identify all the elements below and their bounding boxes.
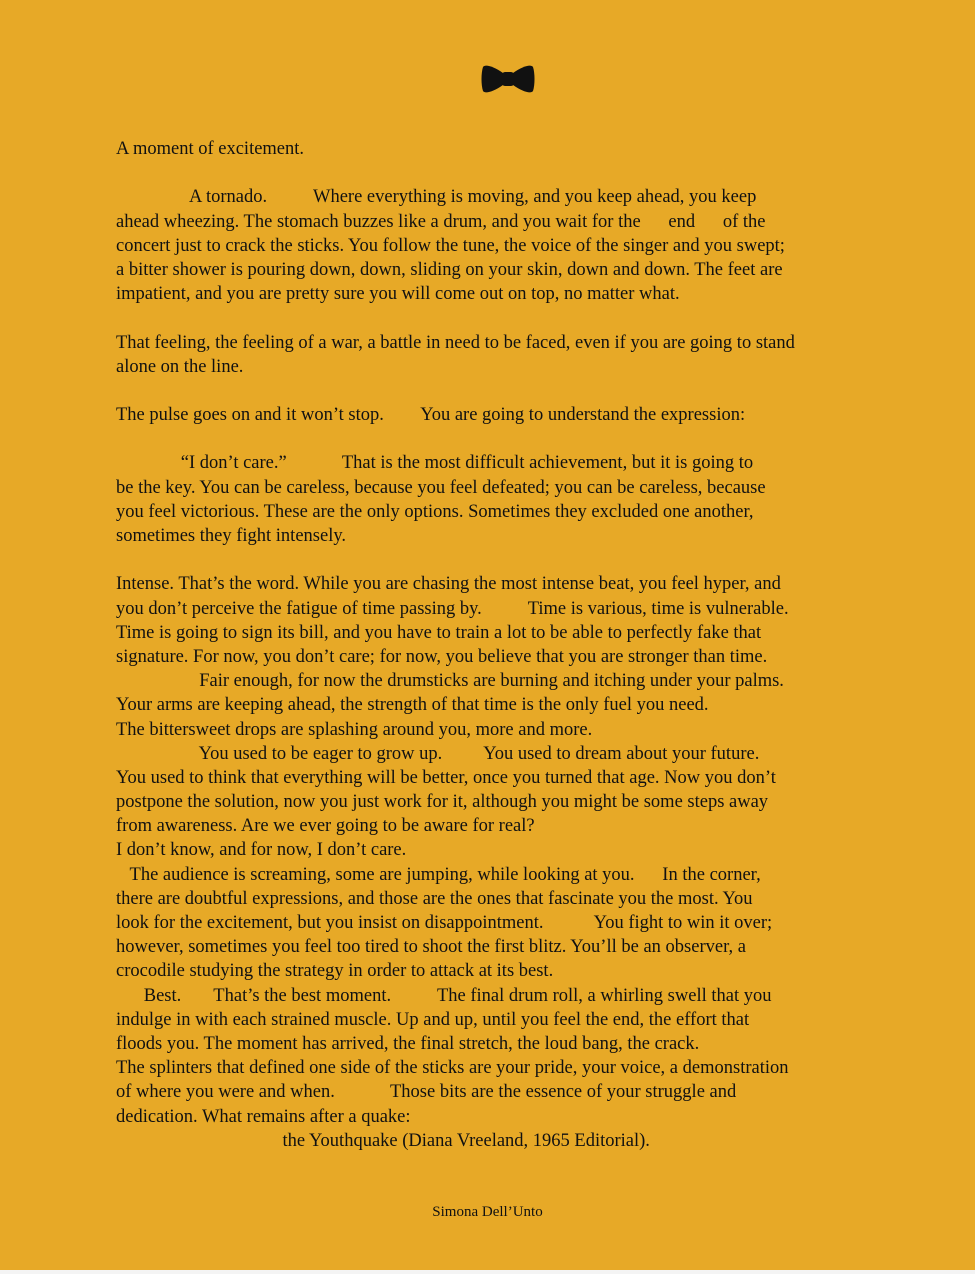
text-line: alone on the line. <box>116 356 244 377</box>
text-line: you feel victorious. These are the only options. Sometimes they excluded one another, <box>116 501 754 522</box>
article-body <box>116 137 906 1153</box>
text-line: floods you. The moment has arrived, the final stretch, the loud bang, the crack. <box>116 1033 700 1054</box>
text-line: you don’t perceive the fatigue of time passing by. Time is various, time is vulnerable. <box>116 598 789 619</box>
text-line: indulge in with each strained muscle. Up and up, until you feel the end, the effort that <box>116 1009 750 1030</box>
text-line: the Youthquake (Diana Vreeland, 1965 Editorial). <box>116 1130 650 1151</box>
text-line: concert just to crack the sticks. You follow the tune, the voice of the singer and you swept; <box>116 235 785 256</box>
text-line: Best. That’s the best moment. The final drum roll, a whirling swell that you <box>116 985 772 1006</box>
paragraph-gap <box>116 548 906 572</box>
text-line: sometimes they fight intensely. <box>116 526 347 546</box>
paragraph-gap <box>116 379 906 403</box>
paragraph-gap <box>116 161 906 185</box>
text-line: That feeling, the feeling of a war, a battle in need to be faced, even if you are going to stand <box>116 332 795 353</box>
text-line: The audience is screaming, some are jumping, while looking at you. In the corner, <box>116 864 761 885</box>
text-line: The bittersweet drops are splashing around you, more and more. <box>116 719 593 740</box>
bowtie-icon <box>481 63 535 95</box>
text-line: look for the excitement, but you insist on disappointment. You fight to win it over; <box>116 913 773 933</box>
text-line: Intense. That’s the word. While you are chasing the most intense beat, you feel hyper, and <box>116 574 781 595</box>
text-line: there are doubtful expressions, and those are the ones that fascinate you the most. You <box>116 888 753 909</box>
text-line: ahead wheezing. The stomach buzzes like a drum, and you wait for the end of the <box>116 211 766 232</box>
page-edge <box>0 1270 975 1274</box>
text-line: however, sometimes you feel too tired to shoot the first blitz. You’ll be an observer, a <box>116 937 746 958</box>
text-line: Fair enough, for now the drumsticks are burning and itching under your palms. <box>116 671 784 692</box>
text-line: A tornado. Where everything is moving, and you keep ahead, you keep <box>116 187 757 208</box>
text-line: of where you were and when. Those bits are the essence of your struggle and <box>116 1082 737 1103</box>
author-signature: Simona Dell’Unto <box>432 1204 543 1220</box>
paragraph-gap <box>116 306 906 330</box>
text-line: a bitter shower is pouring down, down, sliding on your skin, down and down. The feet are <box>116 259 783 280</box>
text-line: You used to think that everything will be better, once you turned that age. Now you don’t <box>116 767 776 788</box>
text-line: The pulse goes on and it won’t stop. You are going to understand the expression: <box>116 405 746 426</box>
text-line: dedication. What remains after a quake: <box>116 1106 411 1127</box>
text-line: You used to be eager to grow up. You used to dream about your future. <box>116 743 760 764</box>
text-line: impatient, and you are pretty sure you will come out on top, no matter what. <box>116 284 680 305</box>
text-line: “I don’t care.” That is the most difficult achievement, but it is going to <box>116 453 754 474</box>
text-line: Time is going to sign its bill, and you have to train a lot to be able to perfectly fake that <box>116 622 762 643</box>
text-line: I don’t know, and for now, I don’t care. <box>116 840 407 861</box>
text-line: Your arms are keeping ahead, the strength of that time is the only fuel you need. <box>116 695 709 716</box>
text-line: from awareness. Are we ever going to be aware for real? <box>116 816 535 837</box>
text-line: be the key. You can be careless, because you feel defeated; you can be careless, because <box>116 477 766 498</box>
text-line: signature. For now, you don’t care; for now, you believe that you are stronger than time. <box>116 646 768 667</box>
text-line: The splinters that defined one side of the sticks are your pride, your voice, a demonstration <box>116 1058 789 1079</box>
text-line: crocodile studying the strategy in order to attack at its best. <box>116 961 554 982</box>
text-line: postpone the solution, now you just work for it, although you might be some steps away <box>116 792 769 813</box>
text-line: A moment of excitement. <box>116 139 305 159</box>
paragraph-gap <box>116 427 906 451</box>
